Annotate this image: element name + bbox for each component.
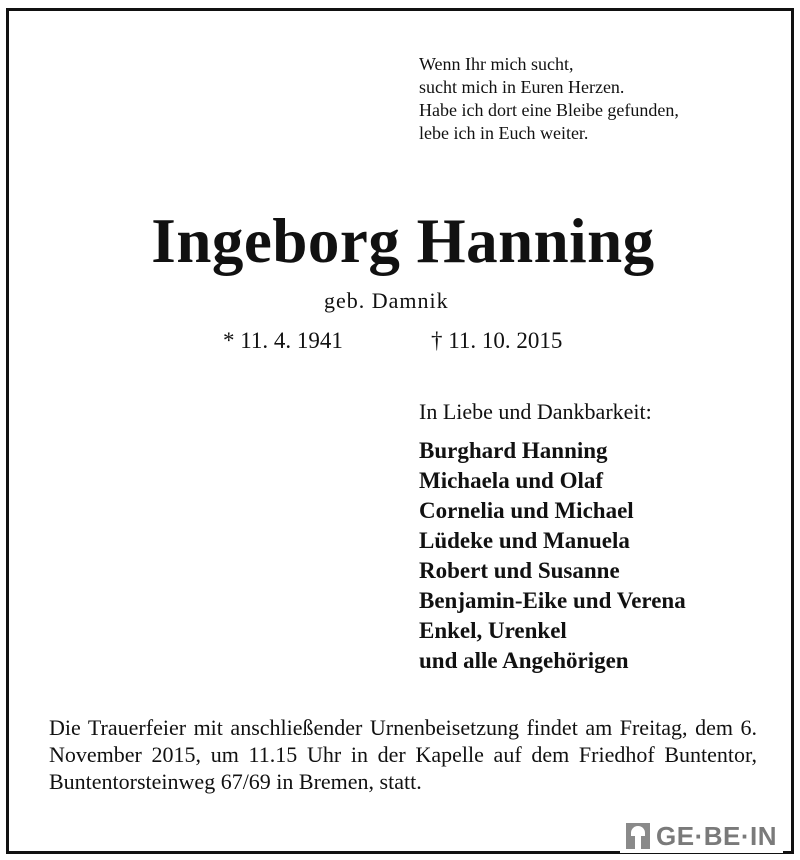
mourner-name: Enkel, Urenkel <box>419 618 567 643</box>
deceased-name: Ingeborg Hanning <box>151 206 655 276</box>
mourners-intro: In Liebe und Dankbarkeit: <box>419 399 652 424</box>
birth-date: * 11. 4. 1941 <box>223 328 343 353</box>
publisher-logo-text: GE·BE·IN <box>656 820 777 851</box>
mourner-name: und alle Angehörigen <box>419 648 629 673</box>
poem-line: sucht mich in Euren Herzen. <box>419 77 625 97</box>
poem-line: lebe ich in Euch weiter. <box>419 123 589 143</box>
life-dates <box>9 328 797 360</box>
poem-line: Habe ich dort eine Bleibe gefunden, <box>419 100 679 120</box>
mourner-name: Cornelia und Michael <box>419 498 634 523</box>
funeral-notice: Die Trauerfeier mit anschließender Urnenbeisetzung findet am Freitag, dem 6. November 2015, um 11.15 Uhr in der Kapelle auf dem Friedhof Buntentor, Buntentorsteinweg 67/69 in Bremen, statt. <box>49 715 757 794</box>
mourner-name: Benjamin-Eike und Verena <box>419 588 686 613</box>
mourner-name: Robert und Susanne <box>419 558 620 583</box>
death-date: † 11. 10. 2015 <box>431 328 563 353</box>
publisher-logo <box>620 819 783 853</box>
obituary-frame <box>6 8 794 854</box>
poem-line: Wenn Ihr mich sucht, <box>419 54 574 74</box>
poem <box>419 53 679 145</box>
mourner-name: Michaela und Olaf <box>419 468 604 493</box>
mourner-name: Burghard Hanning <box>419 438 608 463</box>
mourners-list <box>419 436 686 676</box>
birth-name: geb. Damnik <box>324 288 449 313</box>
gravestone-icon <box>626 823 650 849</box>
mourner-name: Lüdeke und Manuela <box>419 528 630 553</box>
mourners-block <box>419 399 686 676</box>
